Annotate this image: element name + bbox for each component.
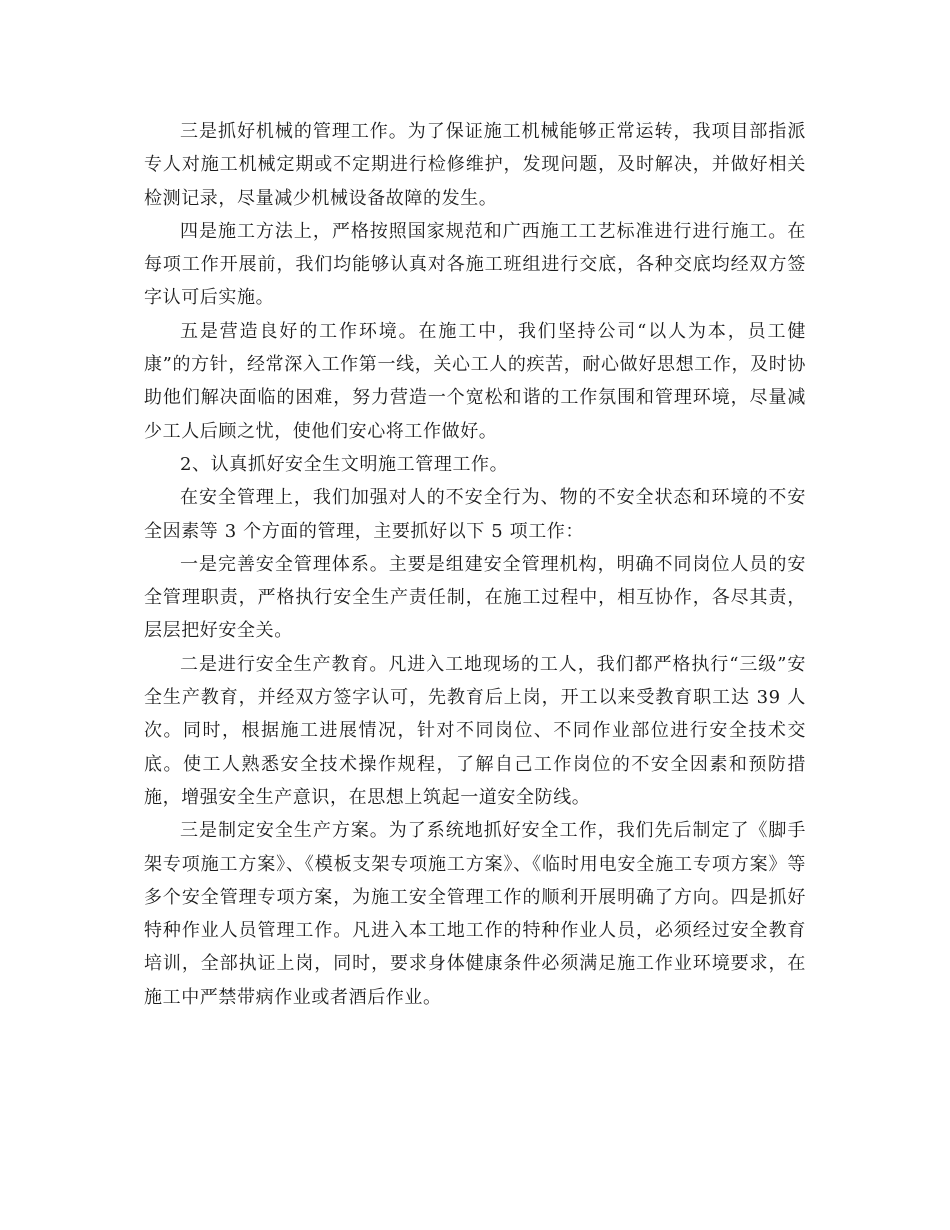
paragraph-construction-method: 四是施工方法上，严格按照国家规范和广西施工工艺标准进行进行施工。在每项工作开展前，我们均能够认真对各施工班组进行交底，各种交底均经双方签字认可后实施。	[144, 220, 806, 309]
document-body	[144, 115, 806, 1014]
paragraph-work-environment: 五是营造良好的工作环境。在施工中，我们坚持公司“以人为本，员工健康”的方针，经常深入工作第一线，关心工人的疾苦，耐心做好思想工作，及时协助他们解决面临的困难，努力营造一个宽松和谐的工作氛围和管理环境，尽量减少工人后顾之忧，使他们安心将工作做好。	[144, 320, 806, 442]
paragraph-safety-overview: 在安全管理上，我们加强对人的不安全行为、物的不安全状态和环境的不安全因素等 3 个方面的管理，主要抓好以下 5 项工作：	[144, 487, 806, 542]
paragraph-machinery-management: 三是抓好机械的管理工作。为了保证施工机械能够正常运转，我项目部指派专人对施工机械定期或不定期进行检修维护，发现问题，及时解决，并做好相关检测记录，尽量减少机械设备故障的发生。	[144, 121, 806, 209]
section-heading-safety: 2、认真抓好安全生文明施工管理工作。	[180, 453, 509, 475]
paragraph-safety-system: 一是完善安全管理体系。主要是组建安全管理机构，明确不同岗位人员的安全管理职责，严格执行安全生产责任制，在施工过程中，相互协作，各尽其责，层层把好安全关。	[144, 553, 806, 642]
paragraph-safety-plans: 三是制定安全生产方案。为了系统地抓好安全工作，我们先后制定了《脚手架专项施工方案》、《模板支架专项施工方案》、《临时用电安全施工专项方案》等多个安全管理专项方案，为施工安全管理工作的顺利开展明确了方向。四是抓好特种作业人员管理工作。凡进入本工地工作的特种作业人员，必须经过安全教育培训，全部执证上岗，同时，要求身体健康条件必须满足施工作业环境要求，在施工中严禁带病作业或者酒后作业。	[144, 820, 806, 1008]
paragraph-safety-education: 二是进行安全生产教育。凡进入工地现场的工人，我们都严格执行“三级”安全生产教育，并经双方签字认可，先教育后上岗，开工以来受教育职工达 39 人次。同时，根据施工进展情况，针对不同岗位、不同作业部位进行安全技术交底。使工人熟悉安全技术操作规程，了解自己工作岗位的不安全因素和预防措施，增强安全生产意识，在思想上筑起一道安全防线。	[144, 653, 806, 808]
